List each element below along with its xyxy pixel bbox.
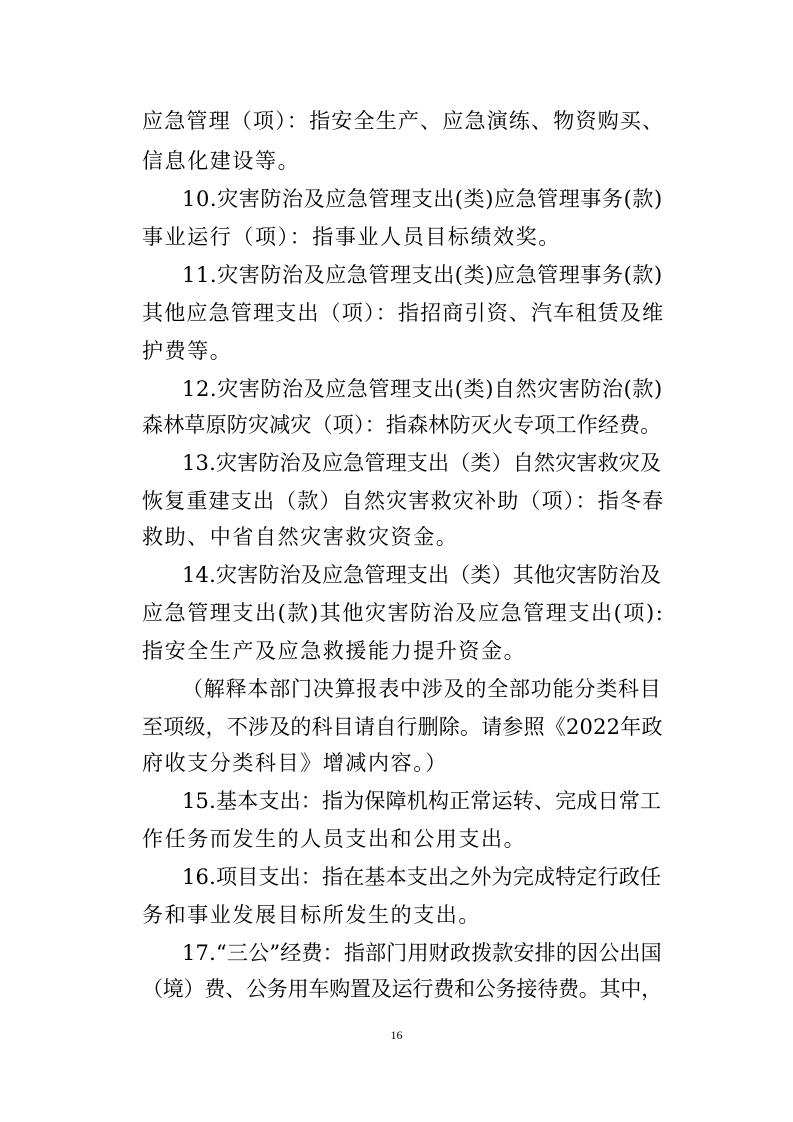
text-line: 信息化建设等。: [142, 149, 301, 173]
text-line: 15.基本支出：指为保障机构正常运转、完成日常工: [182, 789, 662, 813]
text-line: 16.项目支出：指在基本支出之外为完成特定行政任: [182, 865, 662, 889]
text-line: （解释本部门决算报表中涉及的全部功能分类科目: [182, 677, 662, 701]
text-line: 事业运行（项）：指事业人员目标绩效奖。: [142, 225, 561, 249]
text-line: 府收支分类科目》增减内容。）: [142, 751, 448, 775]
text-line: 森林草原防灾减灾（项）：指森林防灭火专项工作经费。: [142, 413, 662, 437]
text-line: 指安全生产及应急救援能力提升资金。: [142, 639, 527, 663]
text-line: 恢复重建支出（款）自然灾害救灾补助（项）：指冬春: [142, 489, 665, 513]
text-line: 13.灾害防治及应急管理支出（类）自然灾害救灾及: [182, 451, 662, 475]
text-line: 救助、中省自然灾害救灾资金。: [142, 525, 459, 549]
text-line: 务和事业发展目标所发生的支出。: [142, 903, 481, 927]
text-line: 11.灾害防治及应急管理支出(类)应急管理事务(款): [182, 263, 663, 287]
text-line: 17.“三公”经费：指部门用财政拨款安排的因公出国: [182, 941, 662, 965]
text-line: 应急管理（项）：指安全生产、应急演练、物资购买、: [142, 109, 665, 133]
text-line: 10.灾害防治及应急管理支出(类)应急管理事务(款): [182, 187, 663, 211]
text-line: 作任务而发生的人员支出和公用支出。: [142, 827, 527, 851]
page-number: 16: [390, 1028, 403, 1042]
text-line: 应急管理支出(款)其他灾害防治及应急管理支出(项):: [142, 601, 665, 625]
text-line: 至项级，不涉及的科目请自行删除。请参照《2022年政: [142, 715, 663, 739]
text-line: 护费等。: [142, 339, 233, 363]
text-line: （境）费、公务用车购置及运行费和公务接待费。其中，: [142, 977, 662, 1001]
text-line: 12.灾害防治及应急管理支出(类)自然灾害防治(款): [182, 377, 663, 401]
text-line: 其他应急管理支出（项）：指招商引资、汽车租赁及维: [142, 301, 665, 325]
text-line: 14.灾害防治及应急管理支出（类）其他灾害防治及: [182, 563, 662, 587]
